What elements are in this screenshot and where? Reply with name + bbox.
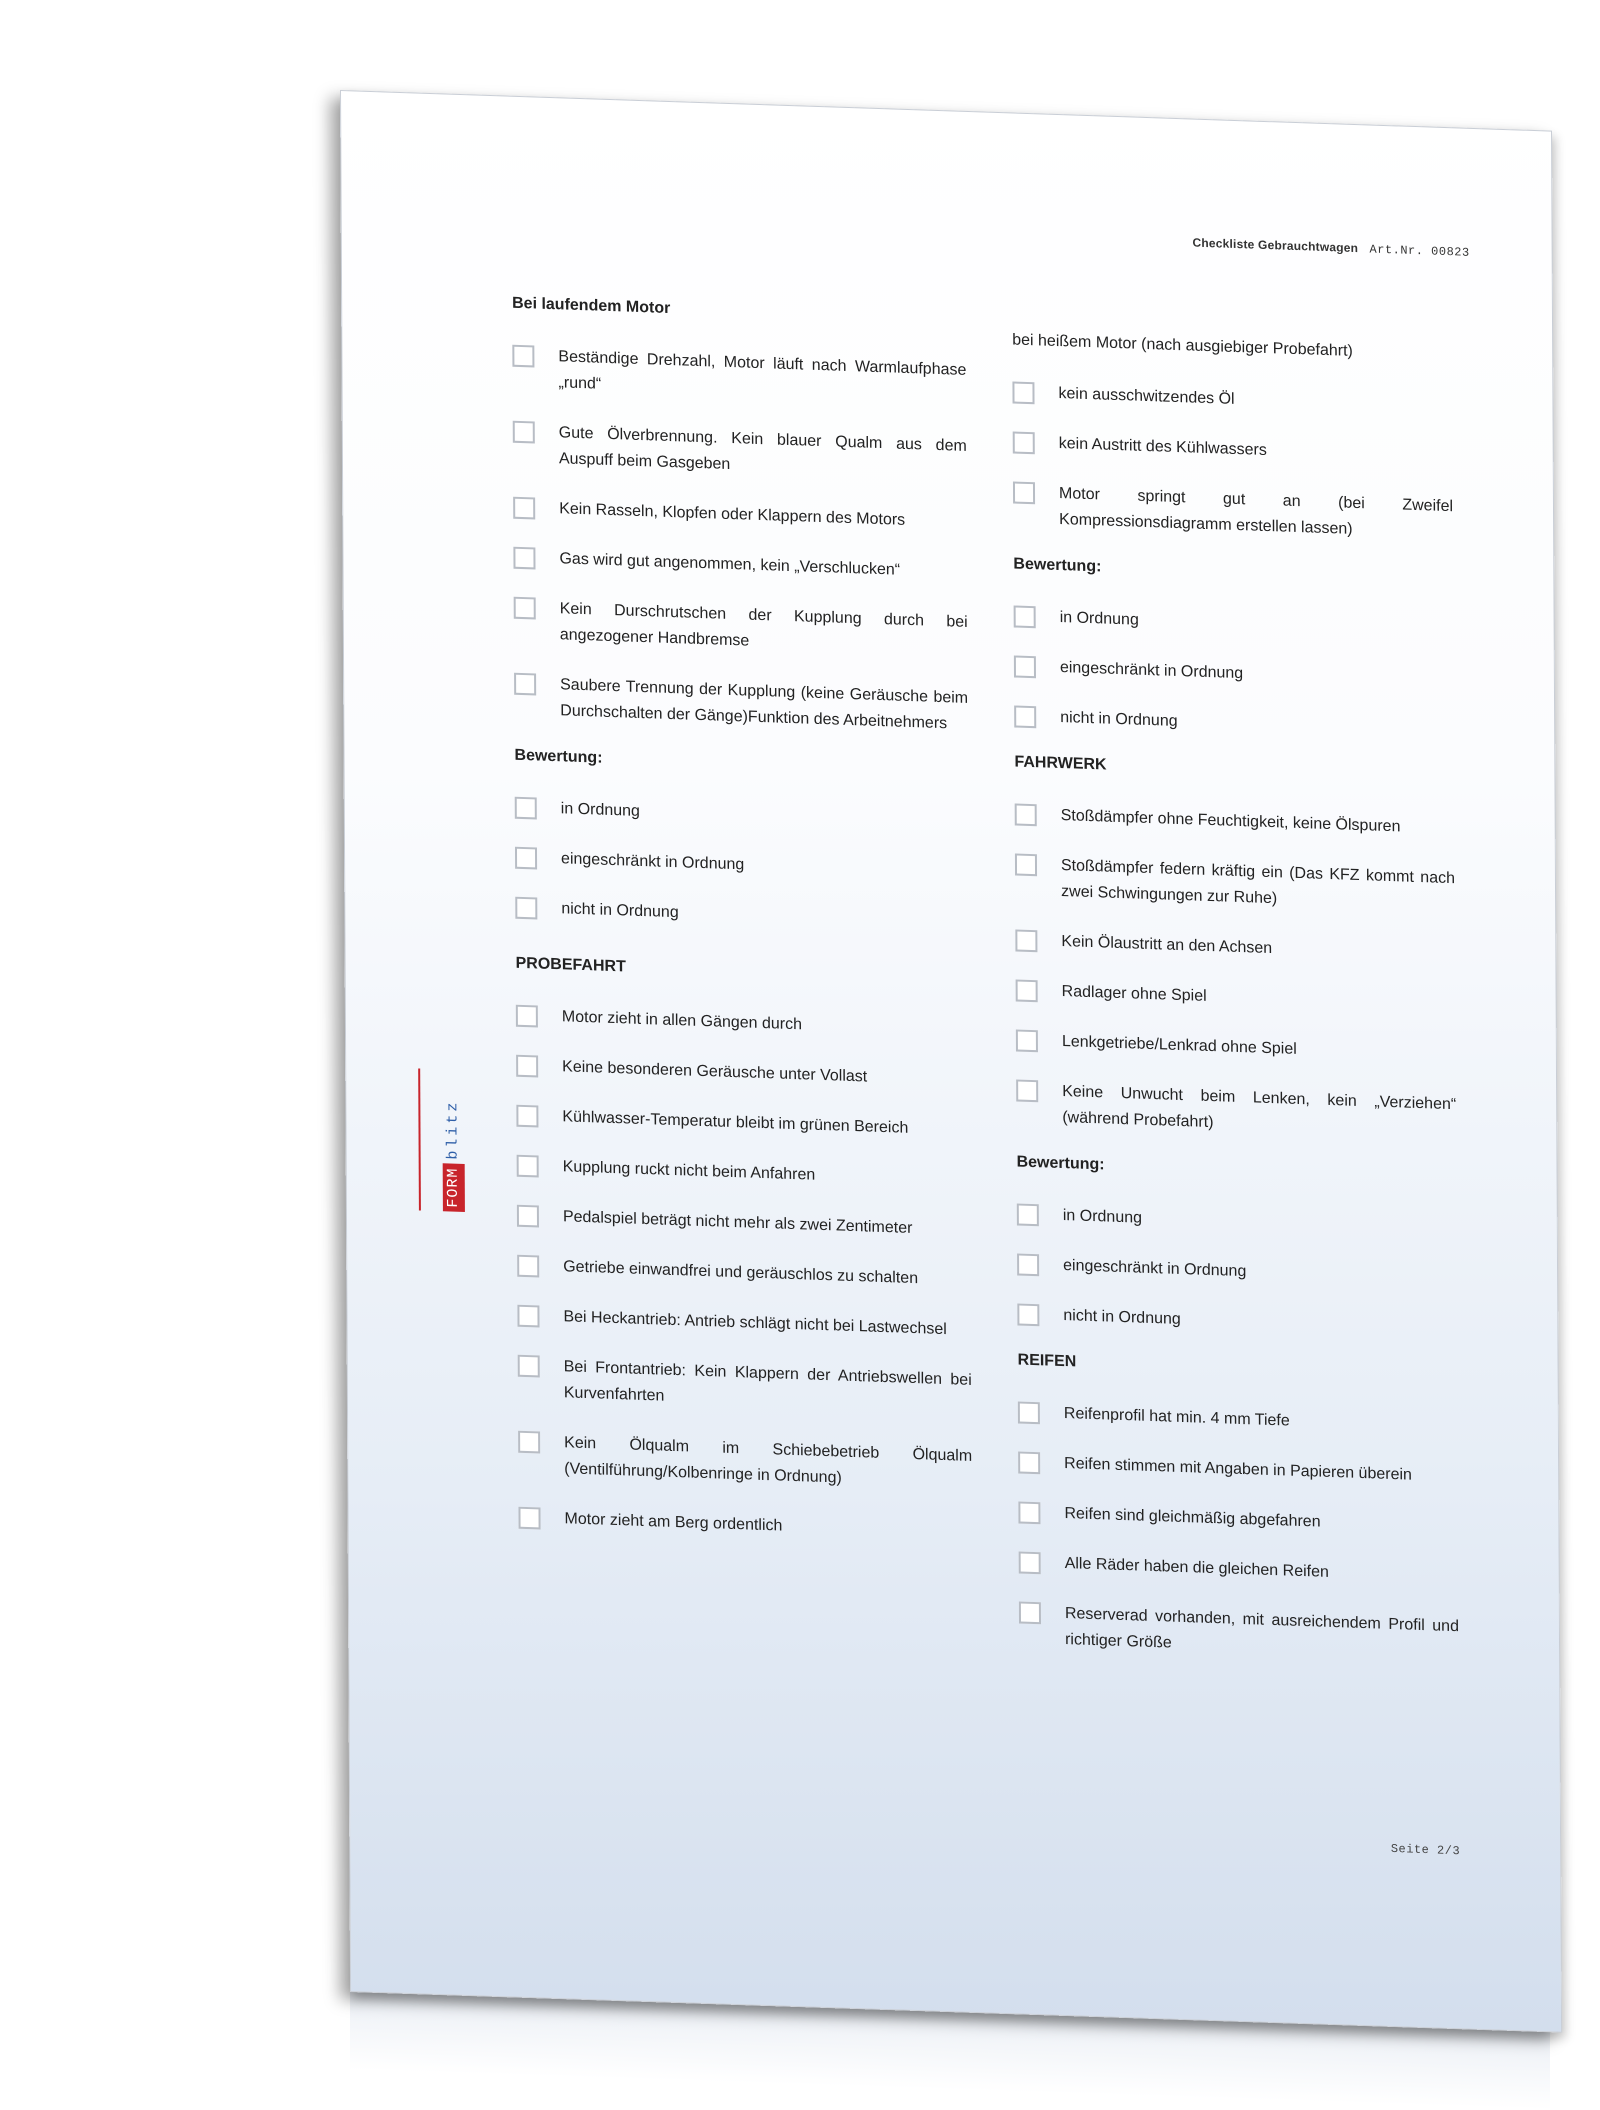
checklist-item-label: Saubere Trennung der Kupplung (keine Geräusche beim Durchschalten der Gänge)Funktion des Arbeitnehmers — [560, 676, 969, 733]
rating-option-label: in Ordnung — [1059, 609, 1139, 629]
checklist-item — [518, 1429, 972, 1496]
checklist-item-label: Bei Heckantrieb: Antrieb schlägt nicht bei Lastwechsel — [563, 1308, 947, 1339]
document-page — [340, 90, 1562, 2033]
rating-option-label: in Ordnung — [1062, 1207, 1143, 1227]
rating-option — [1014, 703, 1454, 744]
rating-options — [1014, 603, 1455, 744]
section-title-hot-engine: bei heißem Motor (nach ausgiebiger Probefahrt) — [1012, 331, 1353, 360]
checklist-item-label: Kein Durschrutschen der Kupplung durch bei angezogener Handbremse — [559, 600, 968, 650]
rating-option — [515, 845, 969, 886]
checklist-item — [1016, 1027, 1456, 1068]
checkbox[interactable] — [517, 1205, 539, 1228]
checklist-item — [1015, 801, 1455, 842]
formblitz-logo — [418, 1068, 462, 1211]
checkbox[interactable] — [1017, 1303, 1039, 1326]
checklist-item-label: Bei Frontantrieb: Kein Klappern der Antriebswellen bei Kurvenfahrten — [563, 1358, 972, 1405]
rating-options — [1017, 1201, 1458, 1342]
checkbox[interactable] — [1013, 481, 1035, 504]
probefahrt-list — [516, 1003, 973, 1546]
checklist-item-label: Lenkgetriebe/Lenkrad ohne Spiel — [1061, 1033, 1297, 1058]
checklist-item-label: kein ausschwitzendes Öl — [1058, 385, 1235, 408]
checklist-item — [517, 1303, 971, 1344]
checkbox[interactable] — [513, 497, 535, 520]
checklist-item-label: Getriebe einwandfrei und geräuschlos zu schalten — [563, 1258, 919, 1288]
checkbox[interactable] — [515, 847, 537, 870]
checkbox[interactable] — [1019, 1601, 1041, 1624]
checklist-item-label: Kupplung ruckt nicht beim Anfahren — [562, 1158, 816, 1184]
checkbox[interactable] — [1019, 1551, 1041, 1574]
reifen-list — [1018, 1399, 1459, 1666]
checklist-item-label: Kühlwasser-Temperatur bleibt im grünen Bereich — [562, 1108, 909, 1137]
checkbox[interactable] — [1014, 655, 1036, 678]
checklist-item-label: Beständige Drehzahl, Motor läuft nach Warmlaufphase „rund“ — [558, 348, 967, 393]
checkbox[interactable] — [1014, 705, 1036, 728]
checklist-item — [514, 595, 968, 662]
checklist-item — [516, 1003, 970, 1044]
hot-engine-list — [1012, 379, 1453, 546]
checklist-item-label: Radlager ohne Spiel — [1061, 983, 1207, 1005]
checkbox[interactable] — [1016, 1029, 1038, 1052]
checklist-item-label: Reifen stimmen mit Angaben in Papieren überein — [1064, 1455, 1412, 1484]
checkbox[interactable] — [518, 1507, 540, 1530]
checklist-item — [516, 1053, 970, 1094]
rating-option-label: nicht in Ordnung — [1060, 709, 1178, 730]
rating-option — [515, 895, 969, 936]
checklist-item — [513, 545, 967, 586]
checklist-item — [1015, 927, 1455, 968]
rating-option — [1014, 603, 1454, 644]
checkbox[interactable] — [518, 1355, 540, 1378]
checklist-item-label: kein Austritt des Kühlwassers — [1058, 435, 1267, 459]
checklist-item-label: Motor springt gut an (bei Zweifel Kompressionsdiagramm erstellen lassen) — [1058, 485, 1454, 538]
rating-option-label: nicht in Ordnung — [561, 900, 679, 922]
checkbox[interactable] — [514, 673, 536, 696]
checkbox[interactable] — [1015, 803, 1037, 826]
section-title-probefahrt: PROBEFAHRT — [515, 954, 626, 976]
document-header — [1192, 236, 1469, 260]
checklist-item — [1013, 479, 1453, 546]
checkbox[interactable] — [513, 547, 535, 570]
rating-option-label: eingeschränkt in Ordnung — [560, 850, 745, 874]
page-number: Seite 2/3 — [1390, 1841, 1461, 1859]
running-engine-list — [512, 343, 968, 738]
checklist-item — [1018, 1499, 1458, 1540]
logo-blitz-text: blitz — [444, 1099, 462, 1160]
checkbox[interactable] — [518, 1431, 540, 1454]
checklist-item-label: Gas wird gut angenommen, kein „Verschlucken“ — [559, 550, 901, 579]
rating-options — [515, 795, 970, 936]
right-column — [1012, 331, 1459, 1690]
checkbox[interactable] — [517, 1155, 539, 1178]
checklist-item — [513, 495, 967, 536]
checkbox[interactable] — [517, 1255, 539, 1278]
checkbox[interactable] — [1016, 1079, 1038, 1102]
checkbox[interactable] — [517, 1305, 539, 1328]
checkbox[interactable] — [516, 1055, 538, 1078]
checklist-item-label: Keine besonderen Geräusche unter Vollast — [562, 1058, 868, 1086]
checkbox[interactable] — [1017, 1253, 1039, 1276]
checkbox[interactable] — [516, 1005, 538, 1028]
checklist-item-label: Reifen sind gleichmäßig abgefahren — [1064, 1505, 1321, 1531]
checklist-item — [517, 1153, 971, 1194]
checklist-item-label: Gute Ölverbrennung. Kein blauer Qualm aus dem Auspuff beim Gasgeben — [558, 424, 967, 474]
rating-title: Bewertung: — [514, 746, 603, 767]
checklist-item — [514, 671, 968, 738]
checkbox[interactable] — [1015, 853, 1037, 876]
checklist-item-label: Alle Räder haben die gleichen Reifen — [1064, 1555, 1329, 1581]
checklist-item — [1013, 429, 1453, 470]
rating-option — [1017, 1251, 1457, 1292]
checklist-item — [517, 1253, 971, 1294]
checkbox[interactable] — [1012, 381, 1034, 404]
checklist-item-label: Motor zieht am Berg ordentlich — [564, 1510, 783, 1535]
checklist-item-label: Kein Ölqualm im Schiebebetrieb Ölqualm (Ventilführung/Kolbenringe in Ordnung) — [564, 1434, 973, 1487]
left-column — [512, 295, 973, 1570]
checkbox[interactable] — [1016, 979, 1038, 1002]
article-number: Art.Nr. 00823 — [1369, 242, 1470, 260]
checklist-item — [517, 1203, 971, 1244]
checklist-item — [1016, 977, 1456, 1018]
rating-option-label: in Ordnung — [560, 800, 640, 820]
checkbox[interactable] — [1017, 1203, 1039, 1226]
checkbox[interactable] — [1015, 929, 1037, 952]
checkbox[interactable] — [1018, 1451, 1040, 1474]
checkbox[interactable] — [514, 597, 536, 620]
fahrwerk-list — [1015, 801, 1457, 1144]
rating-option — [1014, 653, 1454, 694]
rating-option-label: nicht in Ordnung — [1063, 1307, 1181, 1328]
checkbox[interactable] — [512, 345, 534, 368]
checklist-item-label: Pedalspiel beträgt nicht mehr als zwei Zentimeter — [562, 1208, 913, 1237]
rating-option — [515, 795, 969, 836]
checklist-item-label: Kein Ölaustritt an den Achsen — [1061, 933, 1273, 958]
section-title-running-engine: Bei laufendem Motor — [512, 294, 671, 318]
section-title-fahrwerk: FAHRWERK — [1014, 753, 1107, 774]
checklist-item — [512, 343, 966, 410]
checklist-item-label: Keine Unwucht beim Lenken, kein „Verziehen“ (während Probefahrt) — [1062, 1083, 1457, 1132]
checklist-item — [1015, 851, 1455, 918]
checkbox[interactable] — [513, 421, 535, 444]
checklist-item — [1019, 1549, 1459, 1590]
checklist-item — [513, 419, 967, 486]
rating-option-label: eingeschränkt in Ordnung — [1059, 659, 1244, 683]
rating-option — [1017, 1301, 1457, 1342]
checkbox[interactable] — [516, 1105, 538, 1128]
checklist-item-label: Reserverad vorhanden, mit ausreichendem Profil und richtiger Größe — [1064, 1605, 1459, 1652]
checklist-item — [1016, 1077, 1456, 1144]
checkbox[interactable] — [515, 897, 537, 920]
checkbox[interactable] — [515, 797, 537, 820]
checklist-item — [516, 1103, 970, 1144]
checklist-item-label: Kein Rasseln, Klopfen oder Klappern des Motors — [559, 500, 906, 529]
checklist-item — [518, 1353, 972, 1420]
rating-title: Bewertung: — [1016, 1153, 1105, 1174]
checkbox[interactable] — [1018, 1501, 1040, 1524]
checklist-item-label: Stoßdämpfer ohne Feuchtigkeit, keine Ölspuren — [1060, 807, 1401, 836]
checkbox[interactable] — [1014, 605, 1036, 628]
rating-option-label: eingeschränkt in Ordnung — [1063, 1257, 1247, 1281]
checkbox[interactable] — [1013, 431, 1035, 454]
checklist-item-label: Reifenprofil hat min. 4 mm Tiefe — [1063, 1405, 1290, 1430]
checklist-item — [1012, 379, 1452, 420]
checklist-item — [1019, 1599, 1459, 1666]
logo-form-text: FORM — [443, 1163, 465, 1212]
checklist-item — [1018, 1399, 1458, 1440]
checklist-item — [1018, 1449, 1458, 1490]
rating-option — [1017, 1201, 1457, 1242]
checklist-item-label: Stoßdämpfer federn kräftig ein (Das KFZ kommt nach zwei Schwingungen zur Ruhe) — [1060, 857, 1456, 908]
rating-title: Bewertung: — [1013, 555, 1102, 576]
checklist-item — [518, 1505, 972, 1546]
section-title-reifen: REIFEN — [1017, 1351, 1077, 1371]
checkbox[interactable] — [1018, 1401, 1040, 1424]
document-title: Checkliste Gebrauchtwagen — [1192, 235, 1359, 256]
checklist-item-label: Motor zieht in allen Gängen durch — [561, 1008, 803, 1034]
